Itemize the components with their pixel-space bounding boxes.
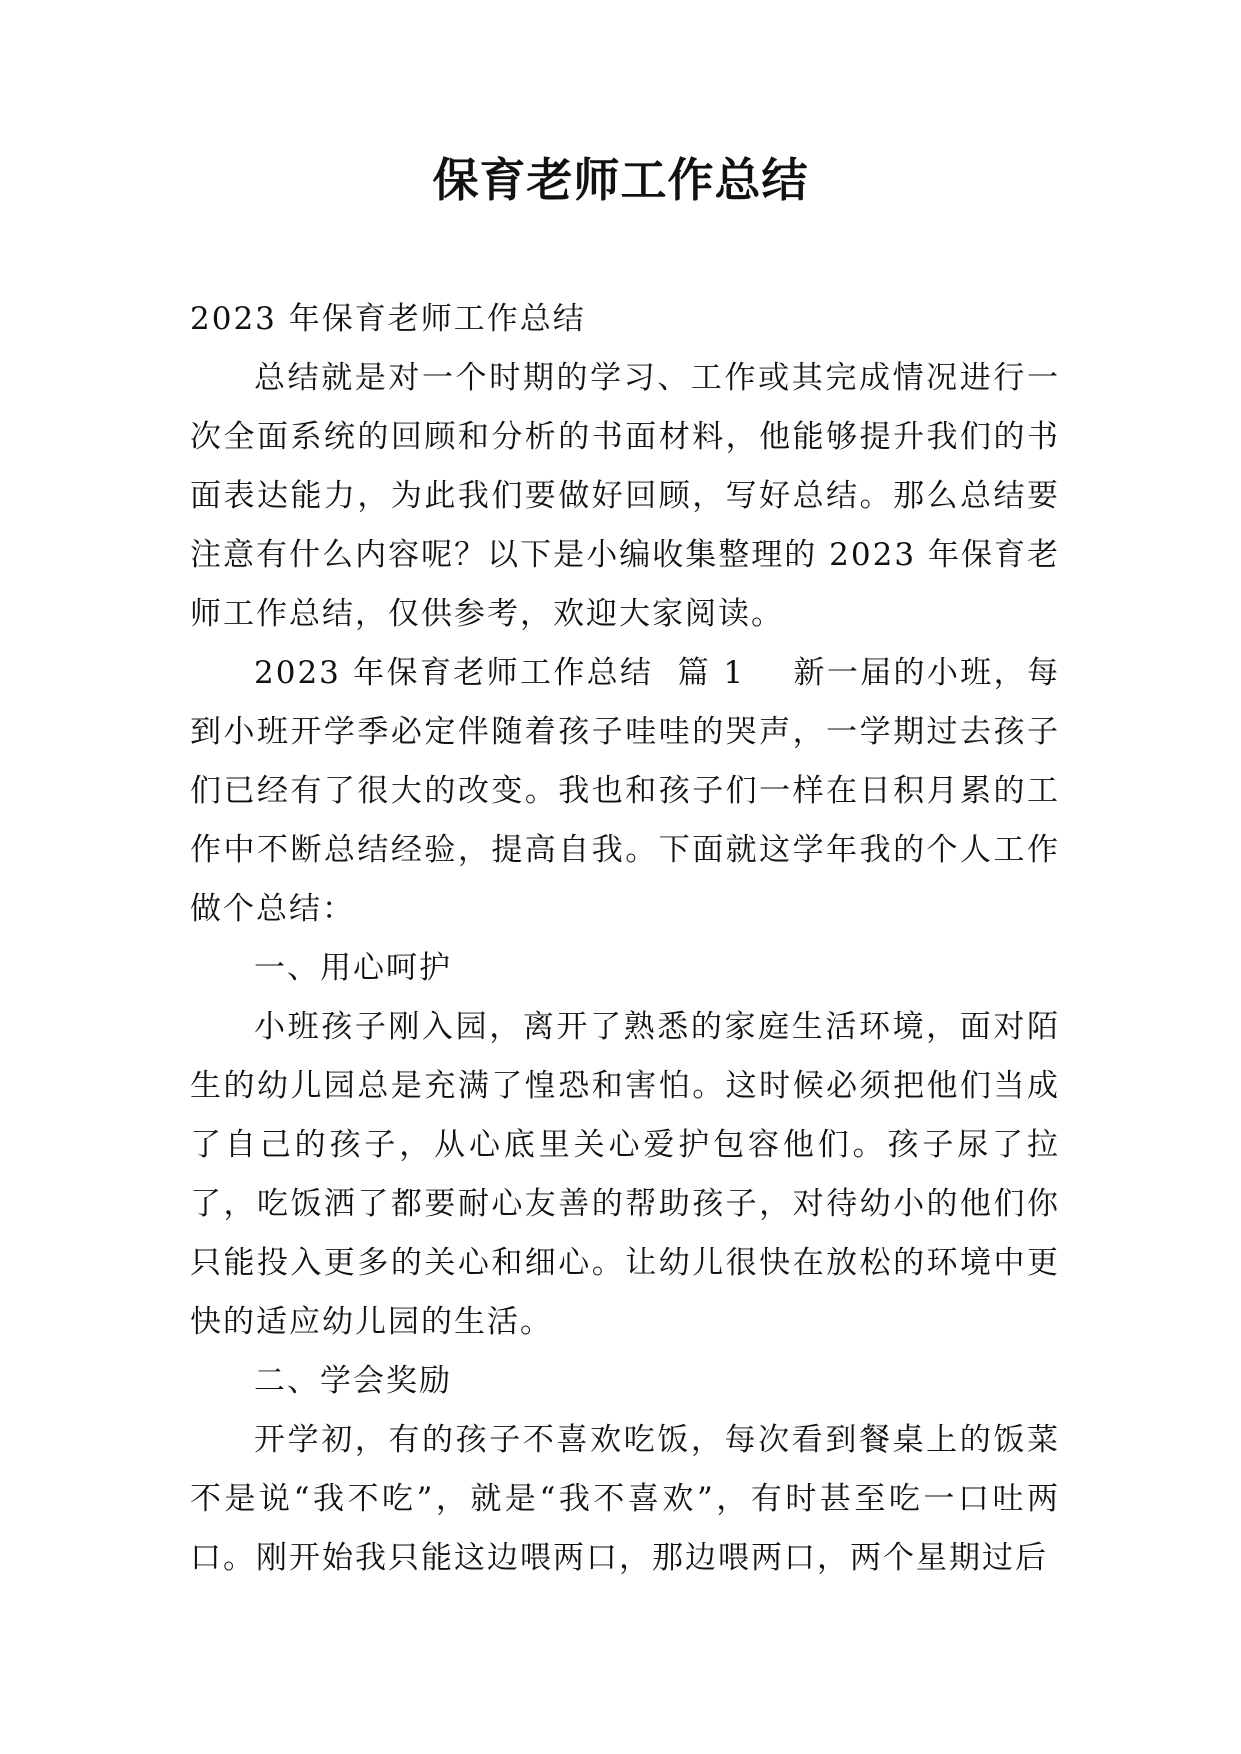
article-opening: 新一届的小班，每到小班开学季必定伴随着孩子哇哇的哭声，一学期过去孩子们已经有了很大的改变。我也和孩子们一样在日积月累的工作中不断总结经验，提高自我。下面就这学年我的个人工作做个总结： [190, 655, 1061, 927]
document-body [190, 290, 1060, 1588]
document-title: 保育老师工作总结 [432, 153, 809, 207]
document-subtitle: 2023 年保育老师工作总结 [190, 301, 586, 337]
section-heading-1: 一、用心呵护 [254, 950, 452, 986]
article-paragraph [190, 644, 1060, 939]
article-number: 篇 1 [677, 655, 746, 691]
section-body-1: 小班孩子刚入园，离开了熟悉的家庭生活环境，面对陌生的幼儿园总是充满了惶恐和害怕。这时候必须把他们当成了自己的孩子，从心底里关心爱护包容他们。孩子尿了拉了，吃饭洒了都要耐心友善的帮助孩子，对待幼小的他们你只能投入更多的关心和细心。让幼儿很快在放松的环境中更快的适应幼儿园的生活。 [190, 1009, 1060, 1340]
intro-paragraph: 总结就是对一个时期的学习、工作或其完成情况进行一次全面系统的回顾和分析的书面材料，他能够提升我们的书面表达能力，为此我们要做好回顾，写好总结。那么总结要注意有什么内容呢？以下是小编收集整理的 2023 年保育老师工作总结，仅供参考，欢迎大家阅读。 [190, 360, 1060, 632]
section-body-2: 开学初，有的孩子不喜欢吃饭，每次看到餐桌上的饭菜不是说“我不吃”，就是“我不喜欢”，有时甚至吃一口吐两口。刚开始我只能这边喂两口，那边喂两口，两个星期过后 [190, 1422, 1060, 1576]
section-heading-2: 二、学会奖励 [254, 1363, 452, 1399]
article-heading: 2023 年保育老师工作总结 [254, 655, 654, 691]
